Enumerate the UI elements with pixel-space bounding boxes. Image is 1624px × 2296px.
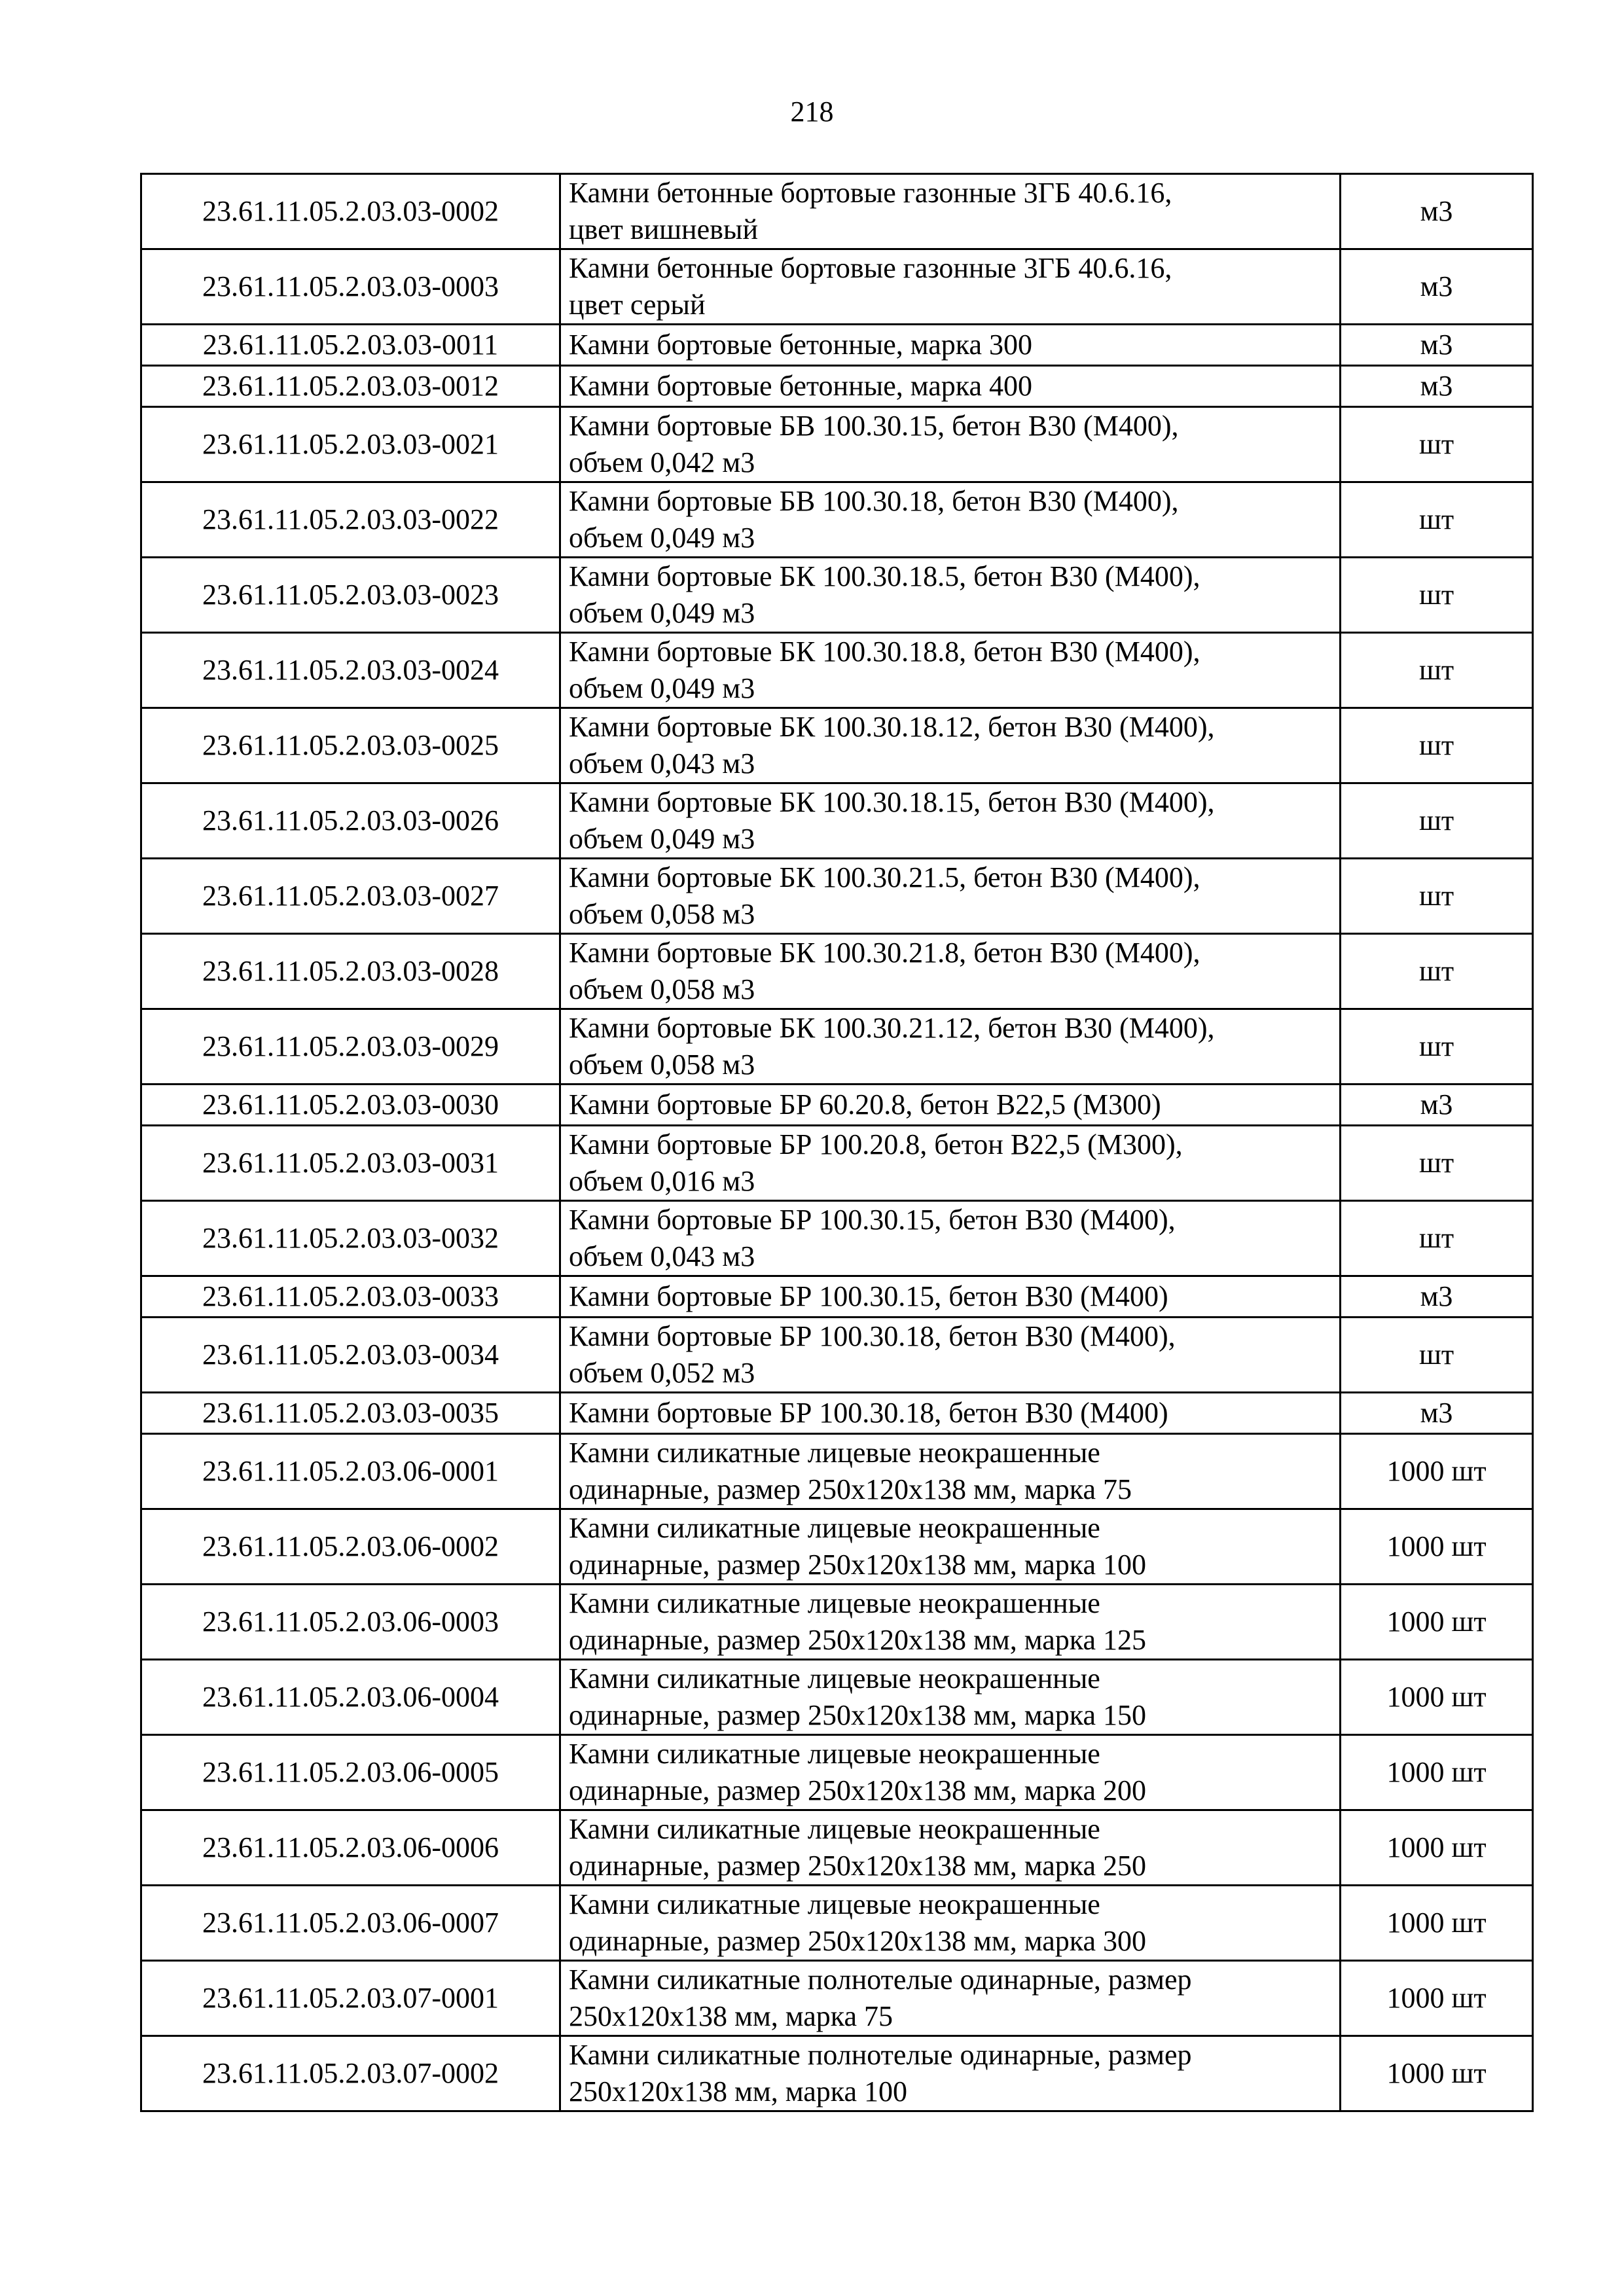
- resource-name-line: 250х120х138 мм, марка 75: [569, 2000, 893, 2032]
- resource-name-line: объем 0,049 м3: [569, 522, 755, 554]
- resource-name-cell: [560, 249, 1341, 325]
- resource-name-cell: [560, 708, 1341, 783]
- unit-cell: м3: [1341, 366, 1533, 407]
- table-row: [141, 1085, 1533, 1126]
- resource-name-cell: [560, 1434, 1341, 1509]
- unit-cell: 1000 шт: [1341, 1735, 1533, 1810]
- resource-name-line: объем 0,042 м3: [569, 446, 755, 478]
- resource-name-line: Камни бортовые БР 60.20.8, бетон В22,5 (М300): [569, 1088, 1161, 1121]
- resource-name-cell: [560, 1393, 1341, 1434]
- resource-name-line: Камни бортовые БР 100.30.15, бетон В30 (М400),: [569, 1204, 1176, 1236]
- table-row: [141, 1434, 1533, 1509]
- table-row: [141, 1009, 1533, 1085]
- table-row: [141, 558, 1533, 633]
- table-row: [141, 1735, 1533, 1810]
- resource-code-cell: 23.61.11.05.2.03.03-0024: [141, 633, 560, 708]
- resource-name-line: Камни бортовые БР 100.30.18, бетон В30 (М400): [569, 1397, 1168, 1429]
- table-row: [141, 1585, 1533, 1660]
- unit-cell: шт: [1341, 1126, 1533, 1201]
- resource-code-cell: 23.61.11.05.2.03.07-0002: [141, 2036, 560, 2111]
- resource-code-cell: 23.61.11.05.2.03.03-0011: [141, 325, 560, 366]
- resource-code-cell: 23.61.11.05.2.03.06-0004: [141, 1660, 560, 1735]
- table-row: [141, 174, 1533, 249]
- resource-name-line: Камни силикатные лицевые неокрашенные: [569, 1888, 1100, 1920]
- resource-name-line: одинарные, размер 250х120х138 мм, марка 250: [569, 1850, 1147, 1882]
- resource-name-cell: [560, 1509, 1341, 1585]
- resource-name-line: цвет серый: [569, 289, 706, 321]
- unit-cell: шт: [1341, 1201, 1533, 1276]
- resource-code-cell: 23.61.11.05.2.03.03-0034: [141, 1318, 560, 1393]
- resource-name-line: Камни бетонные бортовые газонные 3ГБ 40.6.16,: [569, 252, 1172, 284]
- resource-name-line: Камни бортовые БВ 100.30.18, бетон В30 (М400),: [569, 485, 1179, 517]
- resource-code-cell: 23.61.11.05.2.03.03-0022: [141, 482, 560, 558]
- unit-cell: 1000 шт: [1341, 2036, 1533, 2111]
- resource-name-line: объем 0,058 м3: [569, 973, 755, 1005]
- resource-name-line: Камни бортовые БК 100.30.18.5, бетон В30 (М400),: [569, 560, 1200, 592]
- unit-cell: м3: [1341, 325, 1533, 366]
- resource-name-line: объем 0,016 м3: [569, 1165, 755, 1197]
- resource-name-line: Камни силикатные полнотелые одинарные, размер: [569, 2039, 1192, 2071]
- table-row: [141, 934, 1533, 1009]
- table-row: [141, 1393, 1533, 1434]
- resource-name-line: одинарные, размер 250х120х138 мм, марка 300: [569, 1925, 1147, 1957]
- resource-name-cell: [560, 2036, 1341, 2111]
- resource-code-cell: 23.61.11.05.2.03.03-0027: [141, 859, 560, 934]
- resource-name-cell: [560, 1810, 1341, 1886]
- resource-name-line: Камни силикатные лицевые неокрашенные: [569, 1437, 1100, 1469]
- resource-name-cell: [560, 1886, 1341, 1961]
- resource-name-line: Камни бортовые БК 100.30.18.15, бетон В30 (М400),: [569, 786, 1215, 818]
- resource-name-line: Камни силикатные лицевые неокрашенные: [569, 1813, 1100, 1845]
- resource-name-line: Камни бортовые БК 100.30.18.8, бетон В30 (М400),: [569, 636, 1200, 668]
- resource-name-line: одинарные, размер 250х120х138 мм, марка 200: [569, 1774, 1147, 1806]
- resource-code-cell: 23.61.11.05.2.03.03-0025: [141, 708, 560, 783]
- resource-name-line: Камни силикатные лицевые неокрашенные: [569, 1512, 1100, 1544]
- resource-code-cell: 23.61.11.05.2.03.03-0029: [141, 1009, 560, 1085]
- resource-code-cell: 23.61.11.05.2.03.03-0026: [141, 783, 560, 859]
- table-row: [141, 708, 1533, 783]
- table-row: [141, 783, 1533, 859]
- resource-name-line: объем 0,058 м3: [569, 898, 755, 930]
- resource-code-cell: 23.61.11.05.2.03.06-0003: [141, 1585, 560, 1660]
- table-row: [141, 366, 1533, 407]
- resource-code-cell: 23.61.11.05.2.03.03-0032: [141, 1201, 560, 1276]
- table-row: [141, 1886, 1533, 1961]
- table-row: [141, 249, 1533, 325]
- unit-cell: 1000 шт: [1341, 1660, 1533, 1735]
- resource-name-cell: [560, 366, 1341, 407]
- resource-code-cell: 23.61.11.05.2.03.03-0033: [141, 1276, 560, 1318]
- resource-name-line: объем 0,052 м3: [569, 1357, 755, 1389]
- unit-cell: м3: [1341, 1276, 1533, 1318]
- resource-name-line: Камни силикатные лицевые неокрашенные: [569, 1587, 1100, 1619]
- unit-cell: 1000 шт: [1341, 1434, 1533, 1509]
- resource-name-line: цвет вишневый: [569, 213, 758, 245]
- resource-table: [140, 173, 1534, 2112]
- resource-name-line: Камни бортовые БК 100.30.21.12, бетон В30 (М400),: [569, 1012, 1215, 1044]
- resource-name-cell: [560, 633, 1341, 708]
- resource-name-line: одинарные, размер 250х120х138 мм, марка 150: [569, 1699, 1147, 1731]
- resource-name-cell: [560, 859, 1341, 934]
- unit-cell: м3: [1341, 1393, 1533, 1434]
- resource-name-cell: [560, 1961, 1341, 2036]
- resource-name-cell: [560, 1660, 1341, 1735]
- resource-name-line: Камни бортовые бетонные, марка 400: [569, 370, 1033, 402]
- unit-cell: шт: [1341, 558, 1533, 633]
- resource-name-line: объем 0,049 м3: [569, 823, 755, 855]
- resource-name-line: объем 0,043 м3: [569, 1240, 755, 1272]
- table-row: [141, 482, 1533, 558]
- unit-cell: м3: [1341, 1085, 1533, 1126]
- table-row: [141, 1810, 1533, 1886]
- resource-name-line: Камни бортовые БР 100.30.18, бетон В30 (М400),: [569, 1320, 1176, 1352]
- resource-code-cell: 23.61.11.05.2.03.03-0023: [141, 558, 560, 633]
- resource-name-line: Камни бетонные бортовые газонные 3ГБ 40.6.16,: [569, 177, 1172, 209]
- unit-cell: шт: [1341, 783, 1533, 859]
- resource-name-line: одинарные, размер 250х120х138 мм, марка 125: [569, 1624, 1147, 1656]
- resource-name-cell: [560, 1201, 1341, 1276]
- resource-code-cell: 23.61.11.05.2.03.06-0007: [141, 1886, 560, 1961]
- resource-code-cell: 23.61.11.05.2.03.03-0028: [141, 934, 560, 1009]
- table-row: [141, 2036, 1533, 2111]
- unit-cell: шт: [1341, 1009, 1533, 1085]
- resource-name-line: Камни бортовые БК 100.30.21.5, бетон В30 (М400),: [569, 861, 1200, 893]
- unit-cell: 1000 шт: [1341, 1585, 1533, 1660]
- resource-name-line: 250х120х138 мм, марка 100: [569, 2075, 907, 2108]
- table-row: [141, 407, 1533, 482]
- unit-cell: 1000 шт: [1341, 1886, 1533, 1961]
- resource-name-cell: [560, 325, 1341, 366]
- resource-code-cell: 23.61.11.05.2.03.03-0003: [141, 249, 560, 325]
- resource-code-cell: 23.61.11.05.2.03.03-0031: [141, 1126, 560, 1201]
- resource-name-cell: [560, 1585, 1341, 1660]
- table-row: [141, 1318, 1533, 1393]
- resource-name-line: Камни бортовые БВ 100.30.15, бетон В30 (М400),: [569, 410, 1179, 442]
- page-number: 218: [790, 96, 834, 128]
- resource-name-cell: [560, 1126, 1341, 1201]
- resource-name-cell: [560, 1318, 1341, 1393]
- unit-cell: шт: [1341, 482, 1533, 558]
- unit-cell: 1000 шт: [1341, 1961, 1533, 2036]
- resource-name-line: одинарные, размер 250х120х138 мм, марка 75: [569, 1473, 1132, 1505]
- resource-name-cell: [560, 407, 1341, 482]
- resource-name-line: Камни бортовые БР 100.20.8, бетон В22,5 (М300),: [569, 1128, 1183, 1160]
- table-row: [141, 1201, 1533, 1276]
- unit-cell: шт: [1341, 859, 1533, 934]
- resource-code-cell: 23.61.11.05.2.03.06-0006: [141, 1810, 560, 1886]
- resource-code-cell: 23.61.11.05.2.03.07-0001: [141, 1961, 560, 2036]
- table-row: [141, 1509, 1533, 1585]
- resource-name-line: Камни бортовые БК 100.30.21.8, бетон В30 (М400),: [569, 937, 1200, 969]
- unit-cell: м3: [1341, 174, 1533, 249]
- unit-cell: шт: [1341, 407, 1533, 482]
- resource-name-cell: [560, 1276, 1341, 1318]
- unit-cell: шт: [1341, 633, 1533, 708]
- resource-name-cell: [560, 1085, 1341, 1126]
- resource-name-cell: [560, 482, 1341, 558]
- resource-code-cell: 23.61.11.05.2.03.03-0035: [141, 1393, 560, 1434]
- table-row: [141, 1276, 1533, 1318]
- resource-code-cell: 23.61.11.05.2.03.06-0001: [141, 1434, 560, 1509]
- resource-name-cell: [560, 934, 1341, 1009]
- resource-code-cell: 23.61.11.05.2.03.03-0012: [141, 366, 560, 407]
- unit-cell: шт: [1341, 934, 1533, 1009]
- unit-cell: 1000 шт: [1341, 1509, 1533, 1585]
- resource-name-line: объем 0,043 м3: [569, 747, 755, 780]
- table-row: [141, 1660, 1533, 1735]
- resource-name-line: одинарные, размер 250х120х138 мм, марка 100: [569, 1549, 1147, 1581]
- resource-name-line: Камни бортовые БК 100.30.18.12, бетон В30 (М400),: [569, 711, 1215, 743]
- resource-name-line: Камни бортовые бетонные, марка 300: [569, 329, 1033, 361]
- resource-code-cell: 23.61.11.05.2.03.03-0002: [141, 174, 560, 249]
- table-row: [141, 325, 1533, 366]
- resource-name-cell: [560, 783, 1341, 859]
- resource-name-line: объем 0,049 м3: [569, 672, 755, 704]
- table-row: [141, 859, 1533, 934]
- unit-cell: м3: [1341, 249, 1533, 325]
- unit-cell: 1000 шт: [1341, 1810, 1533, 1886]
- resource-name-line: объем 0,058 м3: [569, 1049, 755, 1081]
- resource-name-line: Камни силикатные полнотелые одинарные, размер: [569, 1964, 1192, 1996]
- resource-code-cell: 23.61.11.05.2.03.03-0030: [141, 1085, 560, 1126]
- resource-table-body: [141, 174, 1533, 2111]
- unit-cell: шт: [1341, 1318, 1533, 1393]
- table-row: [141, 1126, 1533, 1201]
- resource-name-line: Камни силикатные лицевые неокрашенные: [569, 1738, 1100, 1770]
- resource-code-cell: 23.61.11.05.2.03.06-0002: [141, 1509, 560, 1585]
- resource-name-cell: [560, 558, 1341, 633]
- unit-cell: шт: [1341, 708, 1533, 783]
- resource-name-line: Камни бортовые БР 100.30.15, бетон В30 (М400): [569, 1280, 1168, 1312]
- resource-name-cell: [560, 1009, 1341, 1085]
- resource-code-cell: 23.61.11.05.2.03.06-0005: [141, 1735, 560, 1810]
- resource-name-line: объем 0,049 м3: [569, 597, 755, 629]
- resource-code-cell: 23.61.11.05.2.03.03-0021: [141, 407, 560, 482]
- resource-name-line: Камни силикатные лицевые неокрашенные: [569, 1662, 1100, 1695]
- table-row: [141, 633, 1533, 708]
- resource-name-cell: [560, 174, 1341, 249]
- resource-name-cell: [560, 1735, 1341, 1810]
- table-row: [141, 1961, 1533, 2036]
